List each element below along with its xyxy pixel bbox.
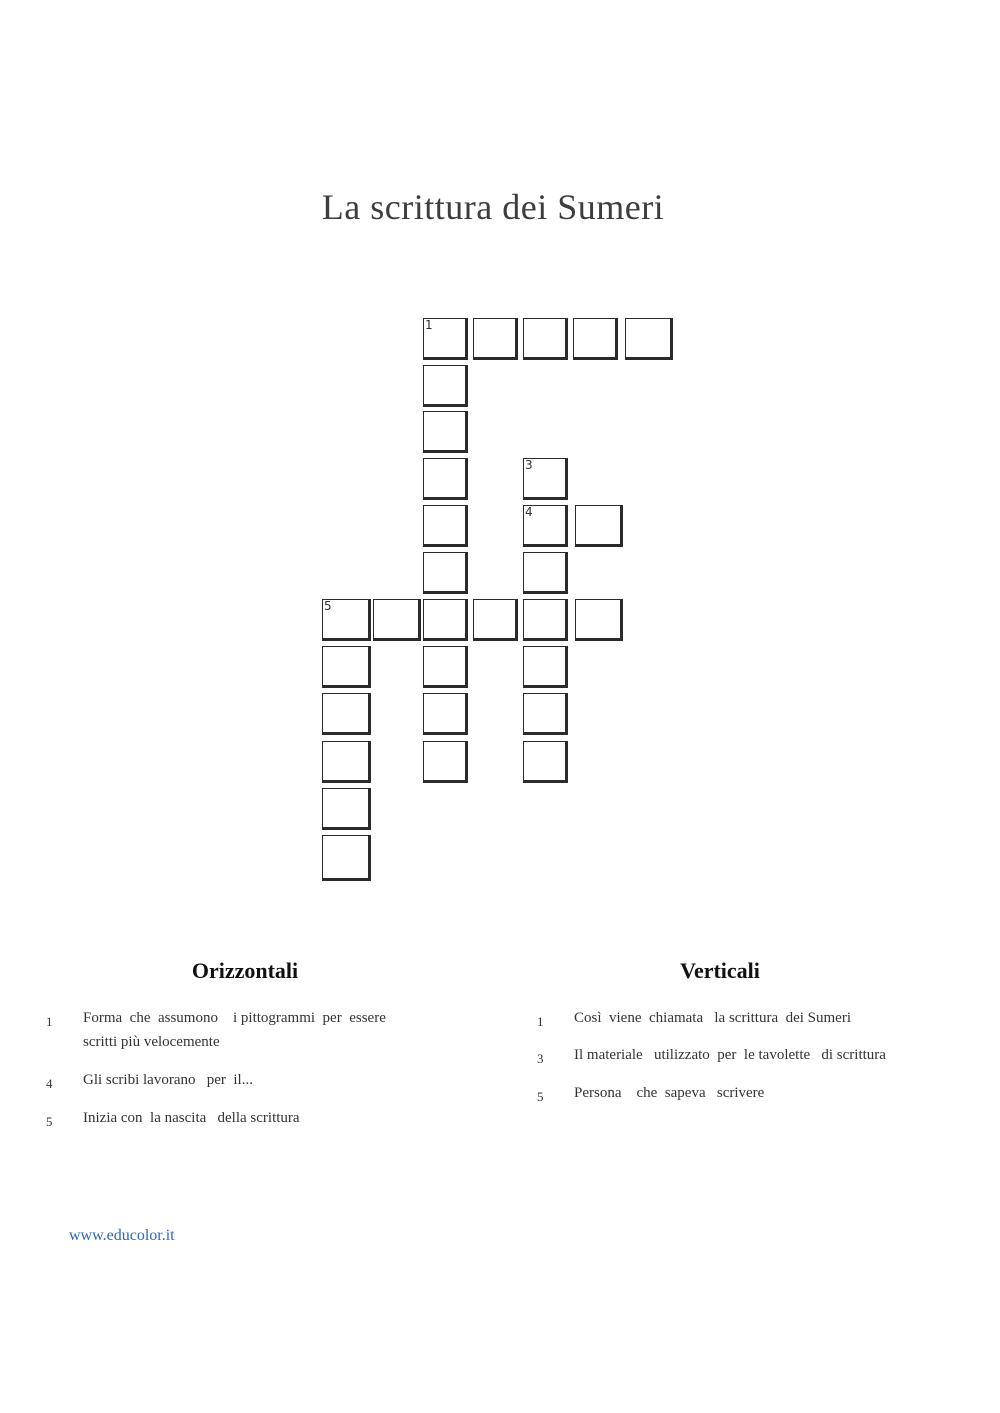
clue-text: Gli scribi lavorano per il... xyxy=(83,1072,253,1088)
across-heading: Orizzontali xyxy=(191,958,299,983)
down-heading: Verticali xyxy=(680,958,760,983)
clue-text: Così viene chiamata la scrittura dei Sumeri xyxy=(574,1010,852,1026)
clue-item xyxy=(537,1081,977,1107)
crossword-cell[interactable] xyxy=(523,599,568,641)
clue-number: 5 xyxy=(537,1089,544,1104)
crossword-cell[interactable] xyxy=(573,318,618,360)
crossword-cell[interactable] xyxy=(423,318,468,360)
crossword-cell[interactable] xyxy=(473,599,518,641)
crossword-cell[interactable] xyxy=(423,693,468,735)
crossword-cell[interactable] xyxy=(575,599,623,641)
crossword-cell[interactable] xyxy=(423,365,468,407)
clue-number: 1 xyxy=(46,1014,53,1029)
clue-number-label: 5 xyxy=(324,599,332,613)
crossword-cell[interactable] xyxy=(523,318,568,360)
clue-text: Forma che assumono i pittogrammi per essere xyxy=(83,1010,386,1026)
crossword-cell[interactable] xyxy=(423,599,468,641)
crossword-cell[interactable] xyxy=(423,458,468,500)
crossword-cell[interactable] xyxy=(322,741,371,783)
crossword-cell[interactable] xyxy=(423,411,468,453)
crossword-cell[interactable] xyxy=(423,741,468,783)
crossword-cell[interactable] xyxy=(523,505,568,547)
crossword-cell[interactable] xyxy=(322,646,371,688)
crossword-cell[interactable] xyxy=(322,835,371,881)
clue-number-label: 3 xyxy=(525,458,533,472)
crossword-cell[interactable] xyxy=(523,458,568,500)
crossword-cell[interactable] xyxy=(322,788,371,830)
crossword-cell[interactable] xyxy=(322,599,371,641)
crossword-cell[interactable] xyxy=(523,646,568,688)
footer-link[interactable]: www.educolor.it xyxy=(69,1227,175,1244)
crossword-cell[interactable] xyxy=(575,505,623,547)
crossword-cell[interactable] xyxy=(373,599,421,641)
crossword-cell[interactable] xyxy=(322,693,371,735)
page-title: La scrittura dei Sumeri xyxy=(321,187,665,227)
crossword-cell[interactable] xyxy=(423,646,468,688)
clue-number: 4 xyxy=(46,1076,53,1091)
clue-text: Persona che sapeva scrivere xyxy=(574,1085,765,1101)
clue-item xyxy=(537,1043,977,1069)
clue-text-continued: scritti più velocemente xyxy=(83,1034,220,1050)
clue-item xyxy=(46,1068,466,1094)
clue-number-label: 4 xyxy=(525,505,533,519)
clue-number: 3 xyxy=(537,1051,544,1066)
crossword-cell[interactable] xyxy=(423,505,468,547)
crossword-cell[interactable] xyxy=(523,741,568,783)
crossword-cell[interactable] xyxy=(523,693,568,735)
clue-item xyxy=(537,1006,977,1032)
clue-number: 5 xyxy=(46,1114,53,1129)
crossword-cell[interactable] xyxy=(625,318,673,360)
clue-text: Il materiale utilizzato per le tavolette di scrittura xyxy=(574,1047,886,1063)
clue-item xyxy=(46,1106,466,1132)
clue-number: 1 xyxy=(537,1014,544,1029)
crossword-cell[interactable] xyxy=(423,552,468,594)
crossword-cell[interactable] xyxy=(523,552,568,594)
crossword-cell[interactable] xyxy=(473,318,518,360)
clue-text: Inizia con la nascita della scrittura xyxy=(83,1110,300,1126)
clue-number-label: 1 xyxy=(425,318,433,332)
clue-item xyxy=(46,1006,466,1056)
